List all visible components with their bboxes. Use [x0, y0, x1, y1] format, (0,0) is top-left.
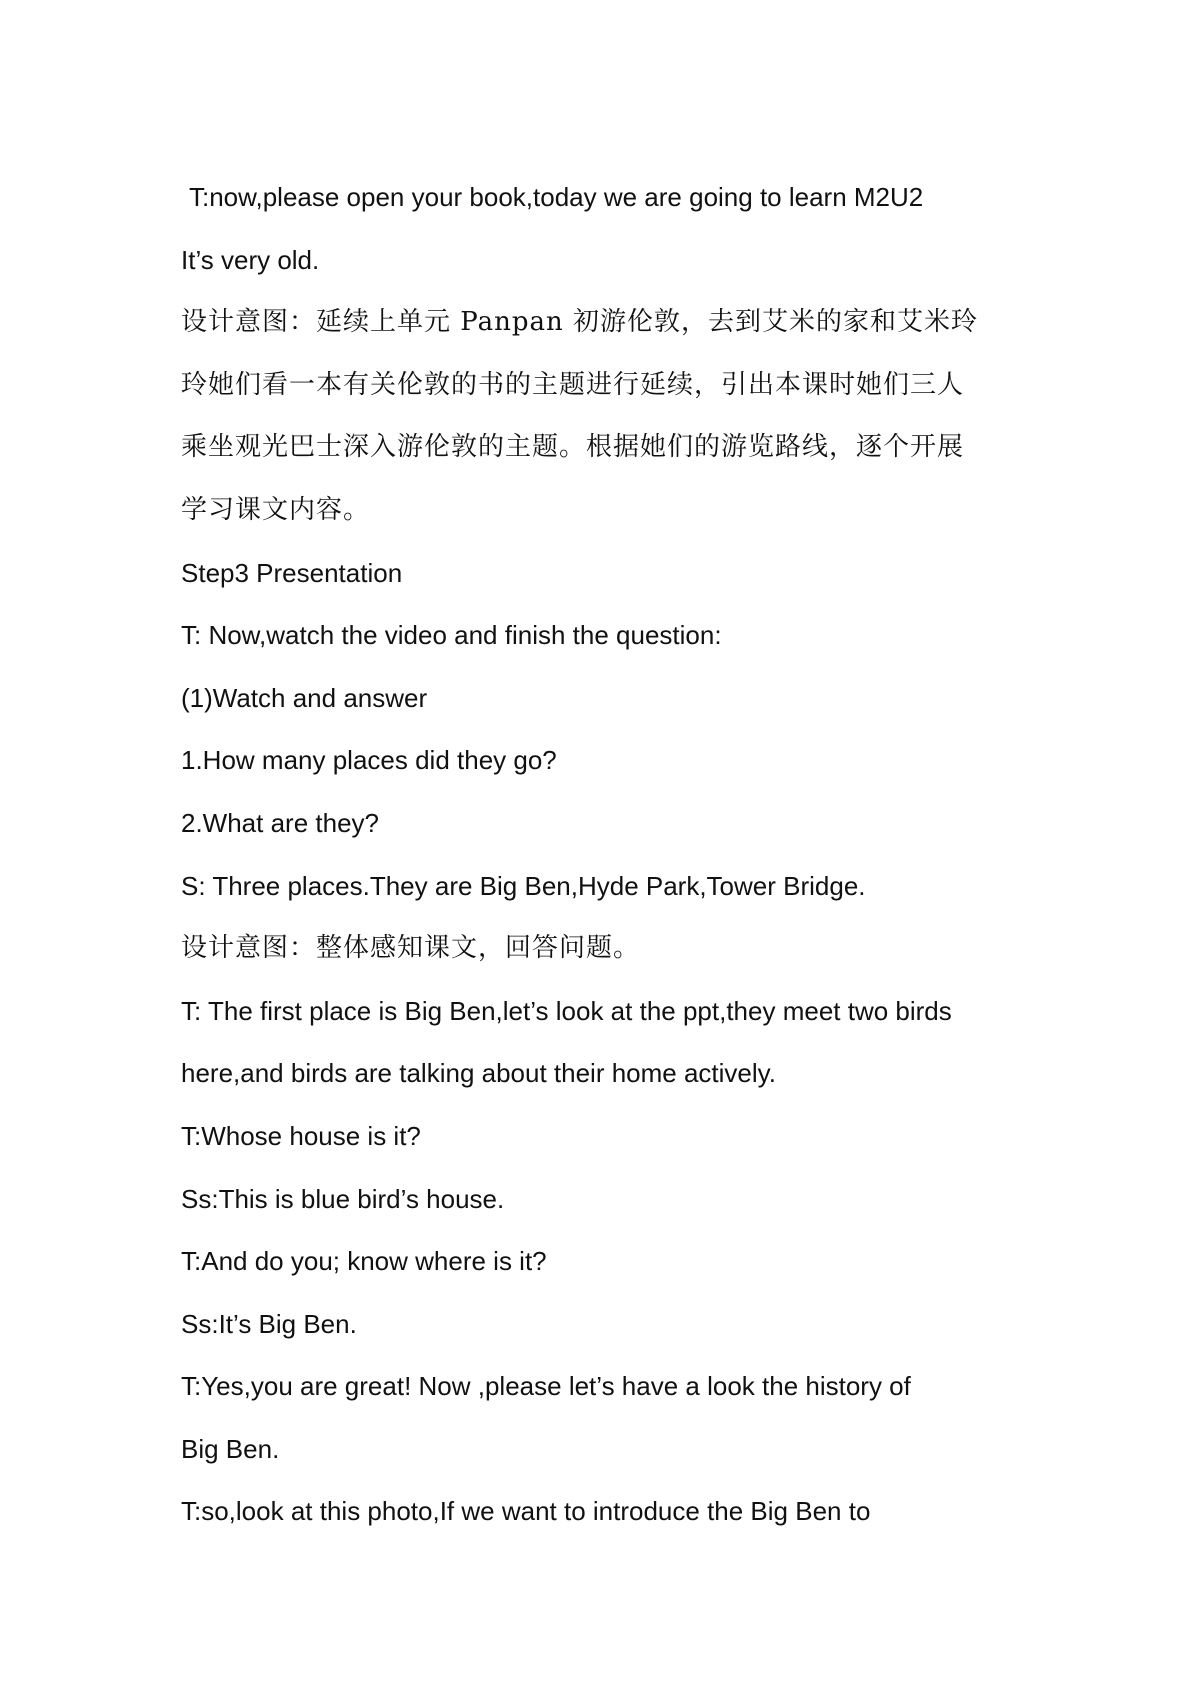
question-item: 2.What are they?: [181, 807, 379, 838]
text-line: S: Three places.They are Big Ben,Hyde Park,Tower Bridge.: [181, 870, 866, 901]
document-body: [181, 166, 1041, 1543]
text-line: T: Now,watch the video and finish the question:: [181, 620, 722, 651]
text-line: here,and birds are talking about their home actively.: [181, 1058, 776, 1089]
text-line: T:Whose house is it?: [181, 1120, 421, 1151]
text-line: 学习课文内容。: [181, 494, 371, 525]
text-line: 设计意图：延续上单元 Panpan 初游伦敦，去到艾米的家和艾米玲: [181, 307, 978, 338]
text-line: Ss:It’s Big Ben.: [181, 1308, 357, 1339]
text-line: It’s very old.: [181, 244, 320, 275]
text-line: 玲她们看一本有关伦敦的书的主题进行延续，引出本课时她们三人: [181, 369, 965, 400]
text-line: 设计意图：整体感知课文，回答问题。: [181, 933, 641, 964]
text-line: T:so,look at this photo,If we want to introduce the Big Ben to: [181, 1496, 871, 1527]
section-heading: Step3 Presentation: [181, 557, 403, 588]
text-line: (1)Watch and answer: [181, 682, 428, 713]
text-line: Big Ben.: [181, 1433, 280, 1464]
text-line: T:And do you; know where is it?: [181, 1246, 547, 1277]
question-item: 1.How many places did they go?: [181, 745, 557, 776]
text-line: T:now,please open your book,today we are going to learn M2U2: [189, 182, 924, 212]
text-line: T:Yes,you are great! Now ,please let’s have a look the history of: [181, 1371, 911, 1402]
text-line: T: The first place is Big Ben,let’s look at the ppt,they meet two birds: [181, 995, 952, 1026]
text-line: 乘坐观光巴士深入游伦敦的主题。根据她们的游览路线，逐个开展: [181, 432, 965, 463]
text-line: Ss:This is blue bird’s house.: [181, 1183, 505, 1214]
